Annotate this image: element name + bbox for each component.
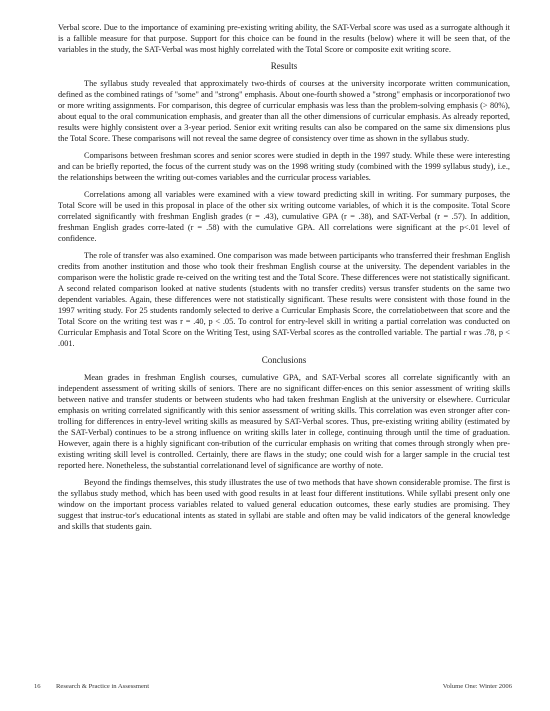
paragraph-intro: Verbal score. Due to the importance of examining pre-existing writing ability, the SAT-Verbal score was used as a surrogate although it is a fallible measure for that purpose. Support for this choice can be found in the results (below) where it will be seen that, of the variables in the study, the SAT-Verbal was most highly correlated with the Total Score or composite exit writing score. (58, 23, 510, 54)
conclusions-paragraph-1: Mean grades in freshman English courses, cumulative GPA, and SAT-Verbal scores all correlate significantly with an independent assessment of writing skills of seniors. There are no significant differ-ences on this senior assessment of writing skills between native and transfer students or between students who had taken freshman English at the university or elsewhere. Curricular emphasis on writing correlated significantly with this senior assessment of writing skills. This correlation was even stronger after con-trolling for differences in entry-level writing skills as measured by SAT-Verbal scores. Thus, pre-existing writing ability (estimated by the SAT-Verbal) continues to be a strong influence on writing skills later in college, continuing through until the time of graduation. However, again there is a highly significant con-tribution of the curricular emphasis on writing that comes through strongly when pre-existing writing skill level is controlled. Certainly, there are flaws in the study; one could wish for a larger sample in the crucial test reported here. Nonetheless, the substantial correlationand level of significance are worthy of note. (58, 373, 510, 470)
page-footer (34, 683, 512, 690)
conclusions-heading: Conclusions (261, 355, 307, 365)
volume-info: Volume One: Winter 2006 (442, 683, 512, 690)
results-heading: Results (270, 61, 298, 71)
results-paragraph-2: Comparisons between freshman scores and senior scores were studied in depth in the 1997 study. While these were interesting and can be briefly reported, the focus of the current study was on the 1998 writing study (combined with the 1999 syllabus study), i.e., the relationships between the writing out-comes variables and the curricular process variables. (58, 151, 510, 182)
results-paragraph-1: The syllabus study revealed that approximately two-thirds of courses at the university incorporate written communication, defined as the combined ratings of "some" and "strong" emphasis. About one-fourth showed a "strong" emphasis or incorporationof two or more writing assignments. For comparison, this degree of curricular emphasis was less than the problem-solving emphasis (> 80%), about equal to the oral communication emphasis, and greater than all the other dimensions of curricular emphasis. As already reported, results were highly consistent over a 3-year period. Senior exit writing results can also be compared on the same six dimensions plus the Total Score. These comparisons will not reveal the same degree of consistency over time as shown in the syllabus study. (58, 79, 510, 143)
journal-title: Research & Practice in Assessment (56, 683, 150, 690)
conclusions-paragraph-2: Beyond the findings themselves, this study illustrates the use of two methods that have shown considerable promise. The first is the syllabus study method, which has been used with good results in at least four different institutions. While syllabi present only one window on the important process variables related to valued general education outcomes, these early studies are promising. They suggest that instruc-tor's educational intents as stated in syllabi are stable and often may be valid indicators of the general knowledge and skills that students gain. (58, 478, 510, 531)
body-text (58, 22, 510, 538)
results-paragraph-3: Correlations among all variables were examined with a view toward predicting skill in writing. For summary purposes, the Total Score will be used in this proposal in place of the other six writing outcome variables, of which it is the composite. Total Score correlated significantly with freshman English grades (r = .43), cumulative GPA (r = .38), and SAT-Verbal (r = .57). In addition, freshman English grades corre-lated (r = .58) with the cumulative GPA. All correlations were significant at the p<.01 level of confidence. (58, 190, 510, 243)
page-number: 16 (34, 683, 41, 690)
results-paragraph-4: The role of transfer was also examined. One comparison was made between participants who transferred their freshman English credits from another institution and those who took their freshman English course at the university. The dependent variables in the comparison were the holistic grade re-ceived on the writing test and the Total Score. These differences were not statistically significant. A second related comparison looked at native students (students with no transfer credits) versus transfer students on the same two dependent variables. Again, these differences were not statistically significant. These results were consistent with those found in the 1997 writing study. For 25 students randomly selected to derive a Curricular Emphasis Score, the correlatiobetween that score and the Total Score on the writing test was r = .40, p < .05. To control for entry-level skill in writing a partial correlation was conducted on Curricular Emphasis and Total Score on the Writing Test, using SAT-Verbal scores as the controlled variable. The partial r was .78, p < .001. (58, 251, 510, 348)
